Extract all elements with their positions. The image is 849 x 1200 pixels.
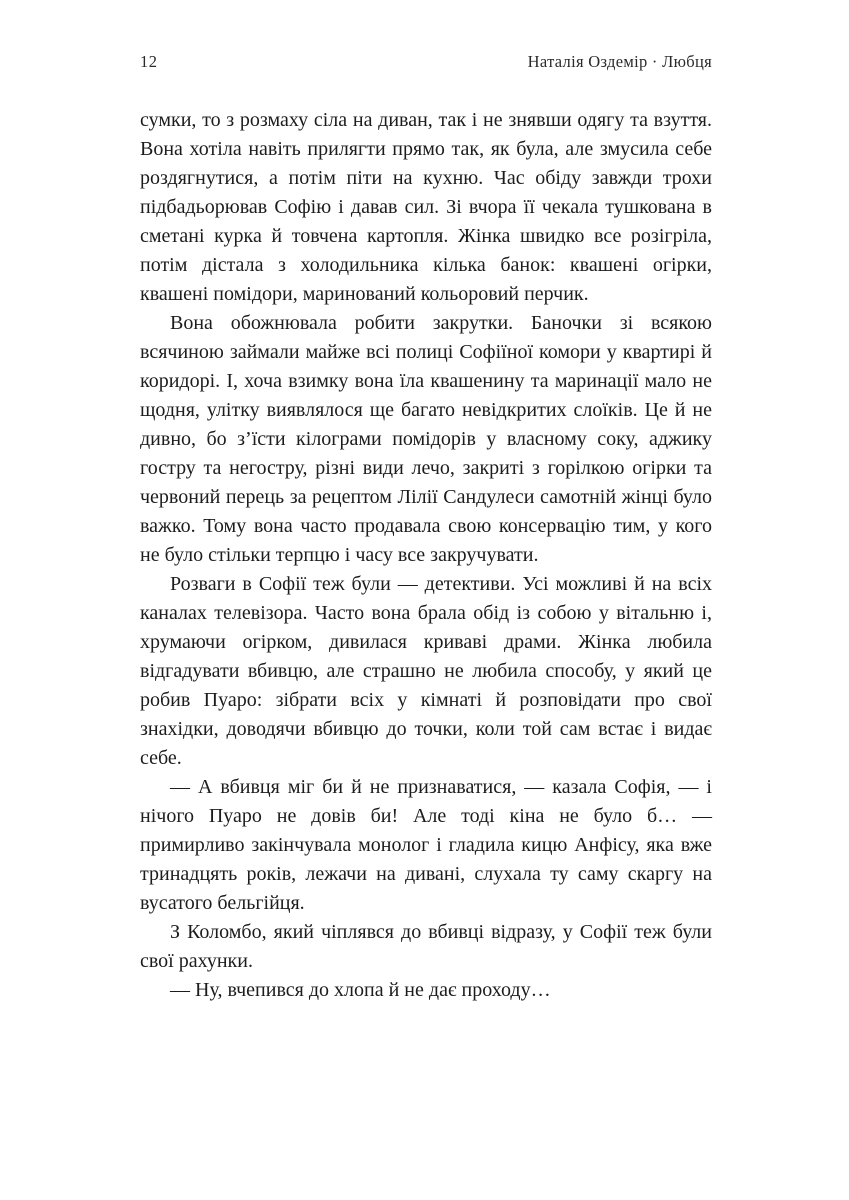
body-paragraph: Вона обожнювала робити закрутки. Баночки зі всякою всячиною займали майже всі полиці Софіїної комори у квартирі й коридорі. І, хоча взимку вона їла квашенину та маринації мало не щодня, улітку виявлялося ще багато невідкритих слоїків. Це й не дивно, бо з’їсти кілограми помідорів у власному соку, аджику гостру та негостру, різні види лечо, закриті з горілкою огірки та червоний перець за рецептом Лілії Сандулеси самотній жінці було важко. Тому вона часто продавала свою консервацію тим, у кого не було стільки терпцю і часу все закручувати. — [140, 312, 712, 566]
running-header — [140, 52, 712, 72]
body-paragraph: З Коломбо, який чіплявся до вбивці відразу, у Софії теж були свої рахунки. — [140, 921, 712, 972]
body-paragraph: сумки, то з розмаху сіла на диван, так і не знявши одягу та взуття. Вона хотіла навіть прилягти прямо так, як була, але змусила себе роздягнутися, а потім піти на кухню. Час обіду завжди трохи підбадьорював Софію і давав сил. Зі вчора її чекала тушкована в сметані курка й товчена картопля. Жінка швидко все розігріла, потім дістала з холодильника кілька банок: квашені огірки, квашені помідори, маринований кольоровий перчик. — [140, 109, 712, 305]
body-paragraph: — Ну, вчепився до хлопа й не дає проходу… — [170, 979, 551, 1001]
running-title: Наталія Оздемір · Любця — [527, 52, 712, 71]
body-paragraph: Розваги в Софії теж були — детективи. Усі можливі й на всіх каналах телевізора. Часто вона брала обід із собою у вітальню і, хрумаючи огірком, дивилася криваві драми. Жінка любила відгадувати вбивцю, але страшно не любила способу, у який це робив Пуаро: зібрати всіх у кімнаті й розповідати про свої знахідки, доводячи вбивцю до точки, коли той сам встає і видає себе. — [140, 573, 712, 769]
body-text — [140, 106, 712, 1005]
page-number: 12 — [140, 52, 158, 71]
body-paragraph: — А вбивця міг би й не признаватися, — казала Софія, — і нічого Пуаро не довів би! Але тоді кіна не було б… — примирливо закінчувала монолог і гладила кицю Анфісу, яка вже тринадцять років, лежачи на дивані, слухала ту саму скаргу на вусатого бельгійця. — [140, 776, 712, 914]
text-block — [140, 52, 712, 1005]
